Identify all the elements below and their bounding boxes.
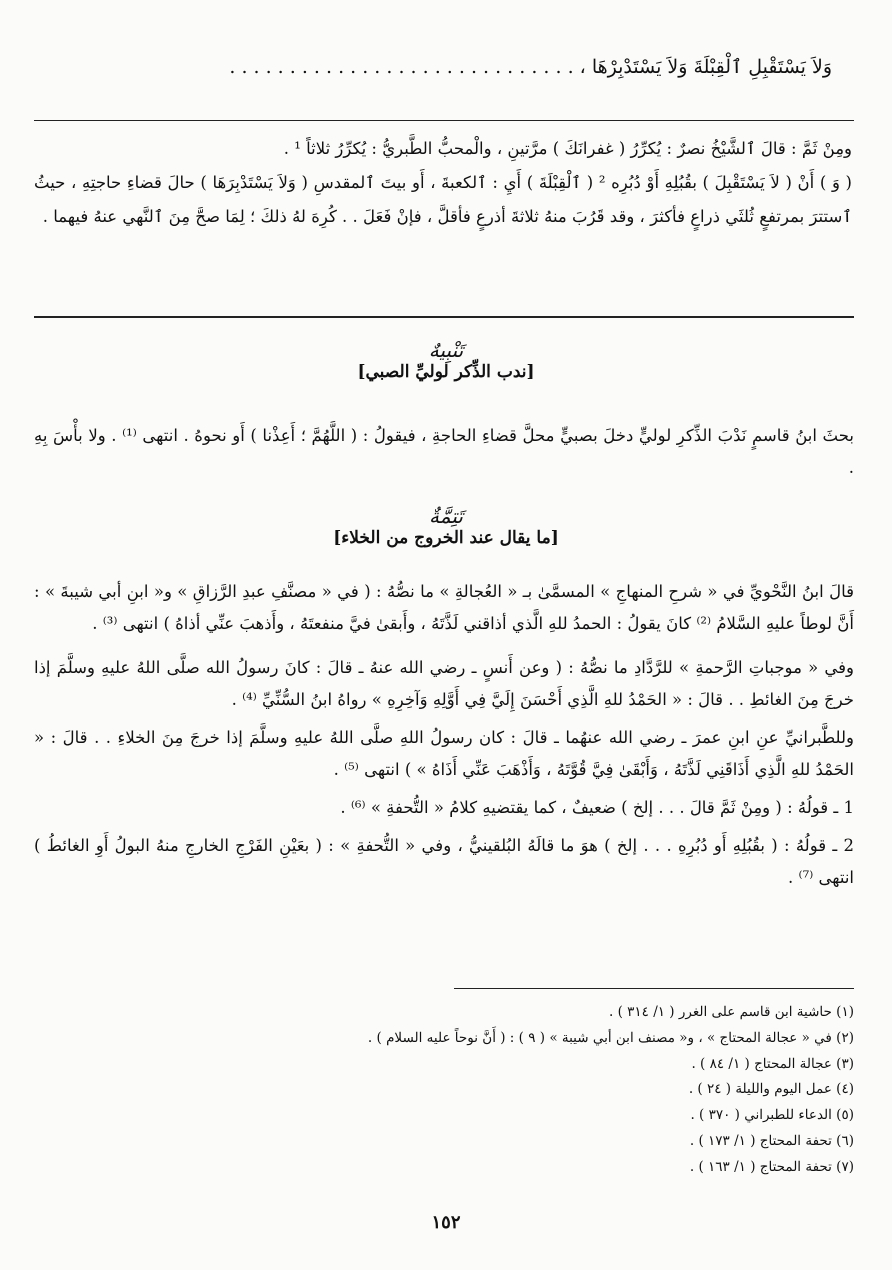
- section-subtitle: [ندب الذِّكر لوليِّ الصبي]: [357, 362, 535, 382]
- footnotes-list: [34, 1000, 854, 1181]
- matn-line: [52, 56, 832, 78]
- commentary-paragraph: ( وَ ) أَنْ ( لاَ يَسْتَقْبِلَ ) بقُبُلِهِ أَوْ دُبُرِه ² ( ٱلْقِبْلَةَ ) أَيِ : ٱلكعبةَ ، أَو بيتَ ٱلمقدسِ ( وَلاَ يَسْتَدْبِرَهَا ) حالَ قضاءِ حاجتِهِ ، حيثُ ٱستترَ بمرتفعٍ ثُلثَي ذراعٍ فأكثرَ ، وقد قَرُبَ منهُ ثلاثةَ أذرعٍ فأقلَّ ، فإنْ فَعَلَ . . كُرِهَ لهُ ذلكَ ؛ لِمَا صحَّ مِنَ ٱلنَّهي عنهُ فيهما .: [34, 173, 852, 226]
- matn-text: وَلاَ يَسْتَقْبِلِ ٱلْقِبْلَةَ وَلاَ يَسْتَدْبِرْهَا ،: [579, 56, 832, 78]
- body-paragraph: بحثَ ابنُ قاسمٍ نَدْبَ الذِّكرِ لوليٍّ دخلَ بصبيٍّ محلَّ قضاءِ الحاجةِ ، فيقولُ : ( اللَّهُمَّ ؛ أَعِذْنا ) أَو نحوهُ . انتهى ⁽¹⁾ . ولا بأْسَ بِهِ .: [34, 426, 854, 477]
- section-heading-tatimma: [0, 504, 892, 548]
- note-paragraph: 2 ـ قولُهُ : ( بقُبُلِهِ أَو دُبُرِهِ . . . إلخ ) هوَ ما قالَهُ البُلقينيُّ ، وفي « التُّحفةِ » : ( بعَيْنِ الفَرْجِ الخارجِ منهُ البولُ أَوِ الغائطُ ) انتهى ⁽⁷⁾ .: [34, 836, 854, 887]
- footnote-item: (٦) تحفة المحتاج ( ١/ ١٧٣ ) .: [689, 1132, 854, 1149]
- footnote-item: (٤) عمل اليوم والليلة ( ٢٤ ) .: [688, 1081, 854, 1098]
- note-paragraph: 1 ـ قولُهُ : ( ومِنْ ثَمَّ قالَ . . . إلخ ) ضعيفٌ ، كما يقتضيهِ كلامُ « التُّحفةِ » ⁽⁶⁾ .: [340, 798, 854, 817]
- tanbih-body: [34, 420, 854, 484]
- footnote-item: (٣) عجالة المحتاج ( ١/ ٨٤ ) .: [691, 1055, 854, 1072]
- body-paragraph: قالَ ابنُ النَّحْويِّ في « شرحِ المنهاجِ » المسمَّىٰ بـ « العُجالةِ » ما نصُّهُ : ( في « مصنَّفِ عبدِ الرَّزاقِ » و« ابنِ أبي شيبةَ » : أَنَّ لوطاً عليهِ السَّلامُ ⁽²⁾ كانَ يقولُ : الحمدُ للهِ الَّذي أذاقني لَذَّتَهُ ، وأَبقىٰ فيَّ منفعتَهُ ، وأَذهبَ عنِّي أذاهُ ) انتهى ⁽³⁾ .: [34, 582, 854, 633]
- section-heading-tanbih: [0, 338, 892, 382]
- matn-dots: . . . . . . . . . . . . . . . . . . . . . . . . . . . . .: [229, 56, 574, 78]
- section-subtitle: [ما يقال عند الخروج من الخلاء]: [333, 528, 559, 548]
- body-paragraph: وفي « موجباتِ الرَّحمةِ » للرَّدَّادِ ما نصُّهُ : ( وعن أَنسٍ ـ رضي الله عنهُ ـ قالَ : كانَ رسولُ الله صلَّى اللهُ عليهِ وسلَّمَ إذا خرجَ مِنَ الغائطِ . . قالَ : « الحَمْدُ للهِ الَّذِي أَحْسَنَ إِلَيَّ فِي أَوَّلِهِ وَآخِرِهِ » رواهُ ابنُ السُّنِّيِّ ⁽⁴⁾ .: [34, 658, 854, 709]
- footnote-item: (٧) تحفة المحتاج ( ١/ ١٦٣ ) .: [689, 1158, 854, 1175]
- tatimma-body: [34, 576, 854, 894]
- section-divider: [34, 316, 854, 318]
- commentary-block: [34, 132, 852, 234]
- footnote-item: (٢) في « عجالة المحتاج » ، و« مصنف ابن أبي شيبة » ( ٩ ) : ( أَنَّ نوحاً عليه السلام ) .: [367, 1029, 854, 1046]
- matn-divider: [34, 120, 854, 121]
- ornament-title: تَنْبِيهٌ: [428, 338, 464, 362]
- commentary-paragraph: ومِنْ ثَمَّ : قالَ ٱلشَّيْخُ نصرٌ : يُكرِّرُ ( غفرانَكَ ) مرَّتينِ ، والْمحبُّ الطَّبريُّ : يُكرِّرُ ثلاثاً ¹ .: [283, 139, 852, 158]
- footnote-divider: [454, 988, 854, 989]
- ornament-title: تَتِمَّةٌ: [429, 504, 463, 528]
- footnote-item: (٥) الدعاء للطبراني ( ٣٧٠ ) .: [690, 1107, 854, 1124]
- footnote-item: (١) حاشية ابن قاسم على الغرر ( ١/ ٣١٤ ) .: [609, 1004, 854, 1020]
- body-paragraph: وللطَّبرانيِّ عنِ ابنِ عمرَ ـ رضي الله عنهُما ـ قالَ : كان رسولُ اللهِ صلَّى اللهُ عليهِ وسلَّمَ إذا خرجَ مِنَ الخلاءِ . . قالَ : « الحَمْدُ للهِ الَّذِي أَذَاقَنِي لَذَّتَهُ ، وَأَبْقَىٰ فِيَّ قُوَّتَهُ ، وَأَذْهَبَ عَنِّي أَذَاهُ » ) انتهى ⁽⁵⁾ .: [34, 728, 854, 779]
- page-number: ١٥٢: [431, 1212, 461, 1233]
